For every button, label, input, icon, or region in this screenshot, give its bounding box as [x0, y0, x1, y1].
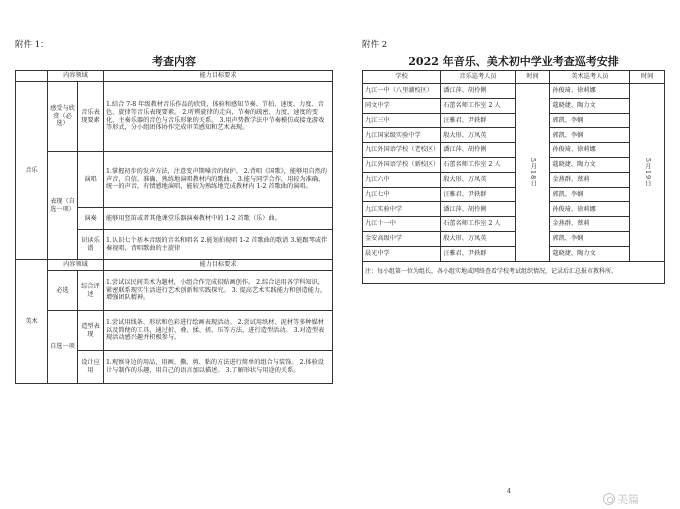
school-cell: 九江三中: [363, 113, 441, 128]
music-staff-cell: 潘江萍、胡伶俐: [441, 202, 516, 217]
sub-category-cell: 识读乐谱: [78, 230, 104, 260]
music-staff-cell: 潘江萍、胡伶俐: [441, 84, 516, 99]
header-goal: 能力目标要求: [104, 260, 333, 271]
art-staff-cell: 孙俊琦、徐莉娜: [550, 202, 630, 217]
goal-cell: 1.掌握初步的发声方法，注意变声期嗓音的保护。 2.背唱《国歌》，能够用自然的声音，自信、准确、熟练地演唱教材内的歌曲。 3.能与同学合作，用较为准确、统一的声音，有情感地演唱，能较为熟练地完成教材内 1-2 首歌曲的演唱。: [104, 152, 333, 208]
school-cell: 金安高级中学: [363, 231, 441, 246]
category-cell: 必选: [48, 271, 78, 311]
school-cell: 同文中学: [363, 98, 441, 113]
table-row: [16, 152, 333, 208]
header-goal: 能力目标要求: [104, 71, 333, 82]
school-cell: 九江七中: [363, 187, 441, 202]
art-staff-cell: 蔻晓捷、陶力文: [550, 157, 630, 172]
note-row: [363, 261, 665, 283]
header-area: 内容领域: [48, 260, 104, 271]
table-row: [363, 84, 665, 99]
school-cell: 九江外国语学校（新校区）: [363, 157, 441, 172]
sub-category-cell: 演奏: [78, 208, 104, 230]
header-time-music: 时间: [515, 71, 550, 84]
table-row: [363, 113, 665, 128]
annex-2-label: 附件 2: [362, 40, 388, 50]
music-staff-cell: 汪雅君、尹轶群: [441, 187, 516, 202]
sub-category-cell: 综合评述: [78, 271, 104, 311]
music-staff-cell: 殷大形、万凤英: [441, 231, 516, 246]
table-row: [16, 82, 333, 152]
music-staff-cell: 潘江萍、胡伶俐: [441, 143, 516, 158]
sub-category-cell: 造型表现: [78, 311, 104, 351]
right-page: [362, 38, 665, 284]
header-area: 内容领域: [48, 71, 104, 82]
goal-cell: 1.观察身边的用品，用画、撕、剪、粘的方法进行简单的组合与装饰。 2.体验设计与制作的乐趣，用自己的语言加以描述。 3.了解形状与用途的关系。: [104, 351, 333, 384]
table-row: [363, 246, 665, 261]
art-staff-cell: 金燕群、蔡莉: [550, 172, 630, 187]
music-staff-cell: 汪雅君、尹轶群: [441, 246, 516, 261]
table-header-row: [16, 71, 333, 82]
school-cell: 九江六中: [363, 172, 441, 187]
music-staff-cell: 石蕾名师工作室 2 人: [441, 98, 516, 113]
art-staff-cell: 孙俊琦、徐莉娜: [550, 84, 630, 99]
table-header-row: [363, 71, 665, 84]
table-row: [16, 271, 333, 311]
table-row: [363, 172, 665, 187]
goal-cell: 能够用竖笛或者其他课堂乐器演奏教材中的 1-2 首歌（乐）曲。: [104, 208, 333, 230]
table-row: [363, 202, 665, 217]
music-staff-cell: 石蕾名师工作室 2 人: [441, 217, 516, 232]
watermark-text: 美篇: [617, 493, 639, 506]
school-cell: 九江外国语学校（老校区）: [363, 143, 441, 158]
note-text: 注：每小组第一位为组长，各小组实地或网络查看学校考试组织情况，记录后汇总报市教科所。: [363, 261, 665, 283]
goal-cell: 1.结合 7-8 年级教材音乐作品的欣赏，体验和感知节奏、节拍、速度、力度、音色、旋律等音乐表现要素。 2.听辨旋律的走向，节奏的疏密、力度、速度的变化，主奏乐器的音色与音乐形象的关系。 3.用声势教学法中节奏模仿或接龙游戏等形式，分小组团体协作完成审美感知和艺术表现。: [104, 82, 333, 152]
music-staff-cell: 殷大形、万凤英: [441, 172, 516, 187]
table-row: [363, 217, 665, 232]
watermark: [603, 491, 639, 507]
art-staff-cell: 蔻晓捷、陶力文: [550, 98, 630, 113]
subject-music: 音乐: [16, 82, 48, 260]
annex-1-label: 附件 1：: [15, 40, 49, 50]
art-staff-cell: 郭凯、李娴: [550, 187, 630, 202]
school-cell: 九江一中（八里湖校区）: [363, 84, 441, 99]
left-page: [15, 38, 333, 384]
music-date-cell: 5月18日: [515, 84, 550, 262]
school-cell: 九江十一中: [363, 217, 441, 232]
header-music-staff: 音乐巡考人员: [441, 71, 516, 84]
music-staff-cell: 殷大形、万凤英: [441, 128, 516, 143]
art-staff-cell: 孙俊琦、徐莉娜: [550, 143, 630, 158]
content-table: [15, 70, 333, 384]
goal-cell: 1.尝试用线条、形状和色彩进行绘画表现活动。 2.尝试用纸材、泥材等多种媒材以及简便的工具，通过折、叠、揉、搓、压等方法，进行造型活动。 3.对造型表现活动感兴趣并积极参与。: [104, 311, 333, 351]
table-row: [363, 98, 665, 113]
meipian-logo-icon: [603, 493, 615, 505]
music-staff-cell: 石蕾名师工作室 2 人: [441, 157, 516, 172]
art-staff-cell: 郭凯、李娴: [550, 231, 630, 246]
header-art-staff: 美术巡考人员: [550, 71, 630, 84]
table-row: [363, 187, 665, 202]
content-title: 考查内容: [152, 55, 196, 68]
schedule-title: 2022 年音乐、美术初中学业考查巡考安排: [408, 55, 619, 68]
goal-cell: 1.尝试以民间美术为题材，小组合作完成招贴画创作。 2.综合运用各学科知识，紧密联系现实生活进行艺术创新和实践探究。 3. 提高艺术实践能力和创造能力，增强团队精神。: [104, 271, 333, 311]
category-cell: 表现（自选一项）: [48, 152, 78, 260]
table-row: [363, 157, 665, 172]
table-row: [363, 231, 665, 246]
subject-art: 美术: [16, 260, 48, 384]
art-staff-cell: 郭凯、李娴: [550, 113, 630, 128]
sub-category-cell: 演唱: [78, 152, 104, 208]
schedule-table: [362, 70, 665, 284]
music-staff-cell: 汪雅君、尹轶群: [441, 113, 516, 128]
sub-category-cell: 设计应用: [78, 351, 104, 384]
table-row: [363, 143, 665, 158]
category-cell: 自选一项: [48, 311, 78, 384]
sub-category-cell: 音乐表现要素: [78, 82, 104, 152]
art-staff-cell: 郭凯、李娴: [550, 128, 630, 143]
table-row: [16, 311, 333, 351]
table-row: [363, 128, 665, 143]
goal-cell: 1.认识七个基本音级的音名和唱名 2.能划拍视唱 1-2 首歌曲的歌谱 3.能跟琴或伴奏视唱、背唱歌曲的主旋律: [104, 230, 333, 260]
header-school: 学校: [363, 71, 441, 84]
page-number: 4: [507, 488, 511, 495]
art-staff-cell: 金燕群、蔡莉: [550, 217, 630, 232]
art-staff-cell: 蔻晓捷、陶力文: [550, 246, 630, 261]
category-cell: 感受与欣赏（必选）: [48, 82, 78, 152]
school-cell: 九江实验中学: [363, 202, 441, 217]
header-time-art: 时间: [630, 71, 665, 84]
art-date-cell: 5月19日: [630, 84, 665, 262]
school-cell: 九江国家级实验中学: [363, 128, 441, 143]
school-cell: 晨光中学: [363, 246, 441, 261]
table-header-row: [16, 260, 333, 271]
